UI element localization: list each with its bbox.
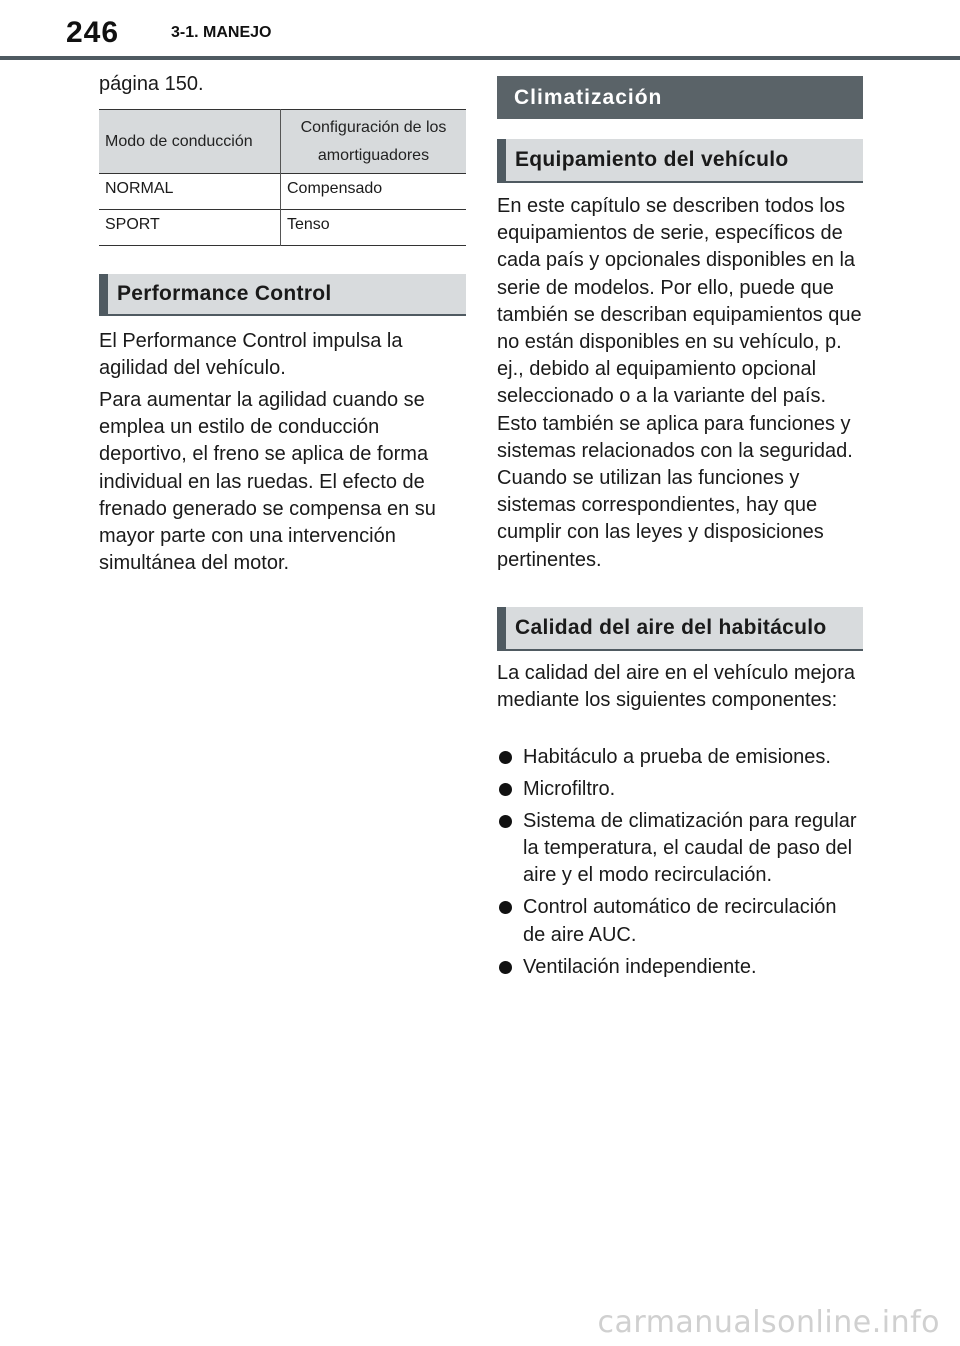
list-item (497, 744, 863, 771)
list-item-text: Control automático de recirculación de aire AUC. (523, 896, 837, 946)
list-item-text: Habitáculo a prueba de emisiones. (523, 746, 831, 768)
bullet-icon (499, 751, 512, 764)
table-cell-mode: SPORT (105, 216, 160, 233)
bullet-icon (499, 961, 512, 974)
performance-control-heading: Performance Control (99, 274, 466, 316)
page-number: 246 (66, 16, 120, 49)
table-cell-damper: Tenso (281, 210, 467, 246)
table-header-mode: Modo de conducción (105, 132, 253, 150)
climatizacion-chapter-heading: Climatización (497, 76, 863, 119)
section-label: 3-1. MANEJO (171, 24, 272, 41)
table-header-damper: Configuración de los amortiguadores (281, 110, 467, 174)
table-row (99, 174, 466, 210)
header-rule (0, 56, 960, 60)
performance-paragraph-1: El Performance Control impulsa la agilidad del vehículo. (99, 330, 403, 380)
air-quality-paragraph: La calidad del aire en el vehículo mejora mediante los siguientes componentes: (497, 662, 855, 712)
performance-paragraph-2: Para aumentar la agilidad cuando se emplea un estilo de conducción deportivo, el freno se aplica de forma individual en las ruedas. El efecto de frenado generado se compensa en su mayor parte con una intervención simultánea del motor. (99, 389, 436, 575)
list-item-text: Ventilación independiente. (523, 955, 757, 978)
bullet-icon (499, 901, 512, 914)
equipment-heading: Equipamiento del vehículo (497, 139, 863, 183)
equipment-paragraph: En este capítulo se describen todos los equipamientos de serie, específicos de cada país y opcionales disponibles en la serie de modelos. Por ello, puede que también se describan equipamientos que no están disponibles en su vehículo, p. ej., debido al equipamiento opcional seleccionado o a la variante del país. Esto también se aplica para funciones y sistemas relacionados con la seguridad. Cuando se utilizan las funciones y sistemas correspondientes, hay que cumplir con las leyes y disposiciones pertinentes. (497, 195, 862, 571)
list-item (497, 954, 863, 981)
watermark: carmanualsonline.info (597, 1305, 940, 1340)
bullet-icon (499, 815, 512, 828)
drive-mode-table (99, 109, 466, 246)
list-item-text: Sistema de climatización para regular la temperatura, el caudal de paso del aire y el modo recirculación. (523, 810, 857, 887)
air-quality-list (497, 744, 863, 986)
list-item (497, 894, 863, 948)
table-cell-mode: NORMAL (105, 180, 174, 197)
list-item (497, 808, 863, 890)
list-item-text: Microfiltro. (523, 778, 616, 800)
list-item (497, 776, 863, 803)
table-cell-damper: Compensado (281, 174, 467, 210)
intro-text: página 150. (99, 73, 204, 95)
table-row (99, 210, 466, 246)
table-header-row (99, 110, 466, 174)
air-quality-heading: Calidad del aire del habitáculo (497, 607, 863, 651)
bullet-icon (499, 783, 512, 796)
